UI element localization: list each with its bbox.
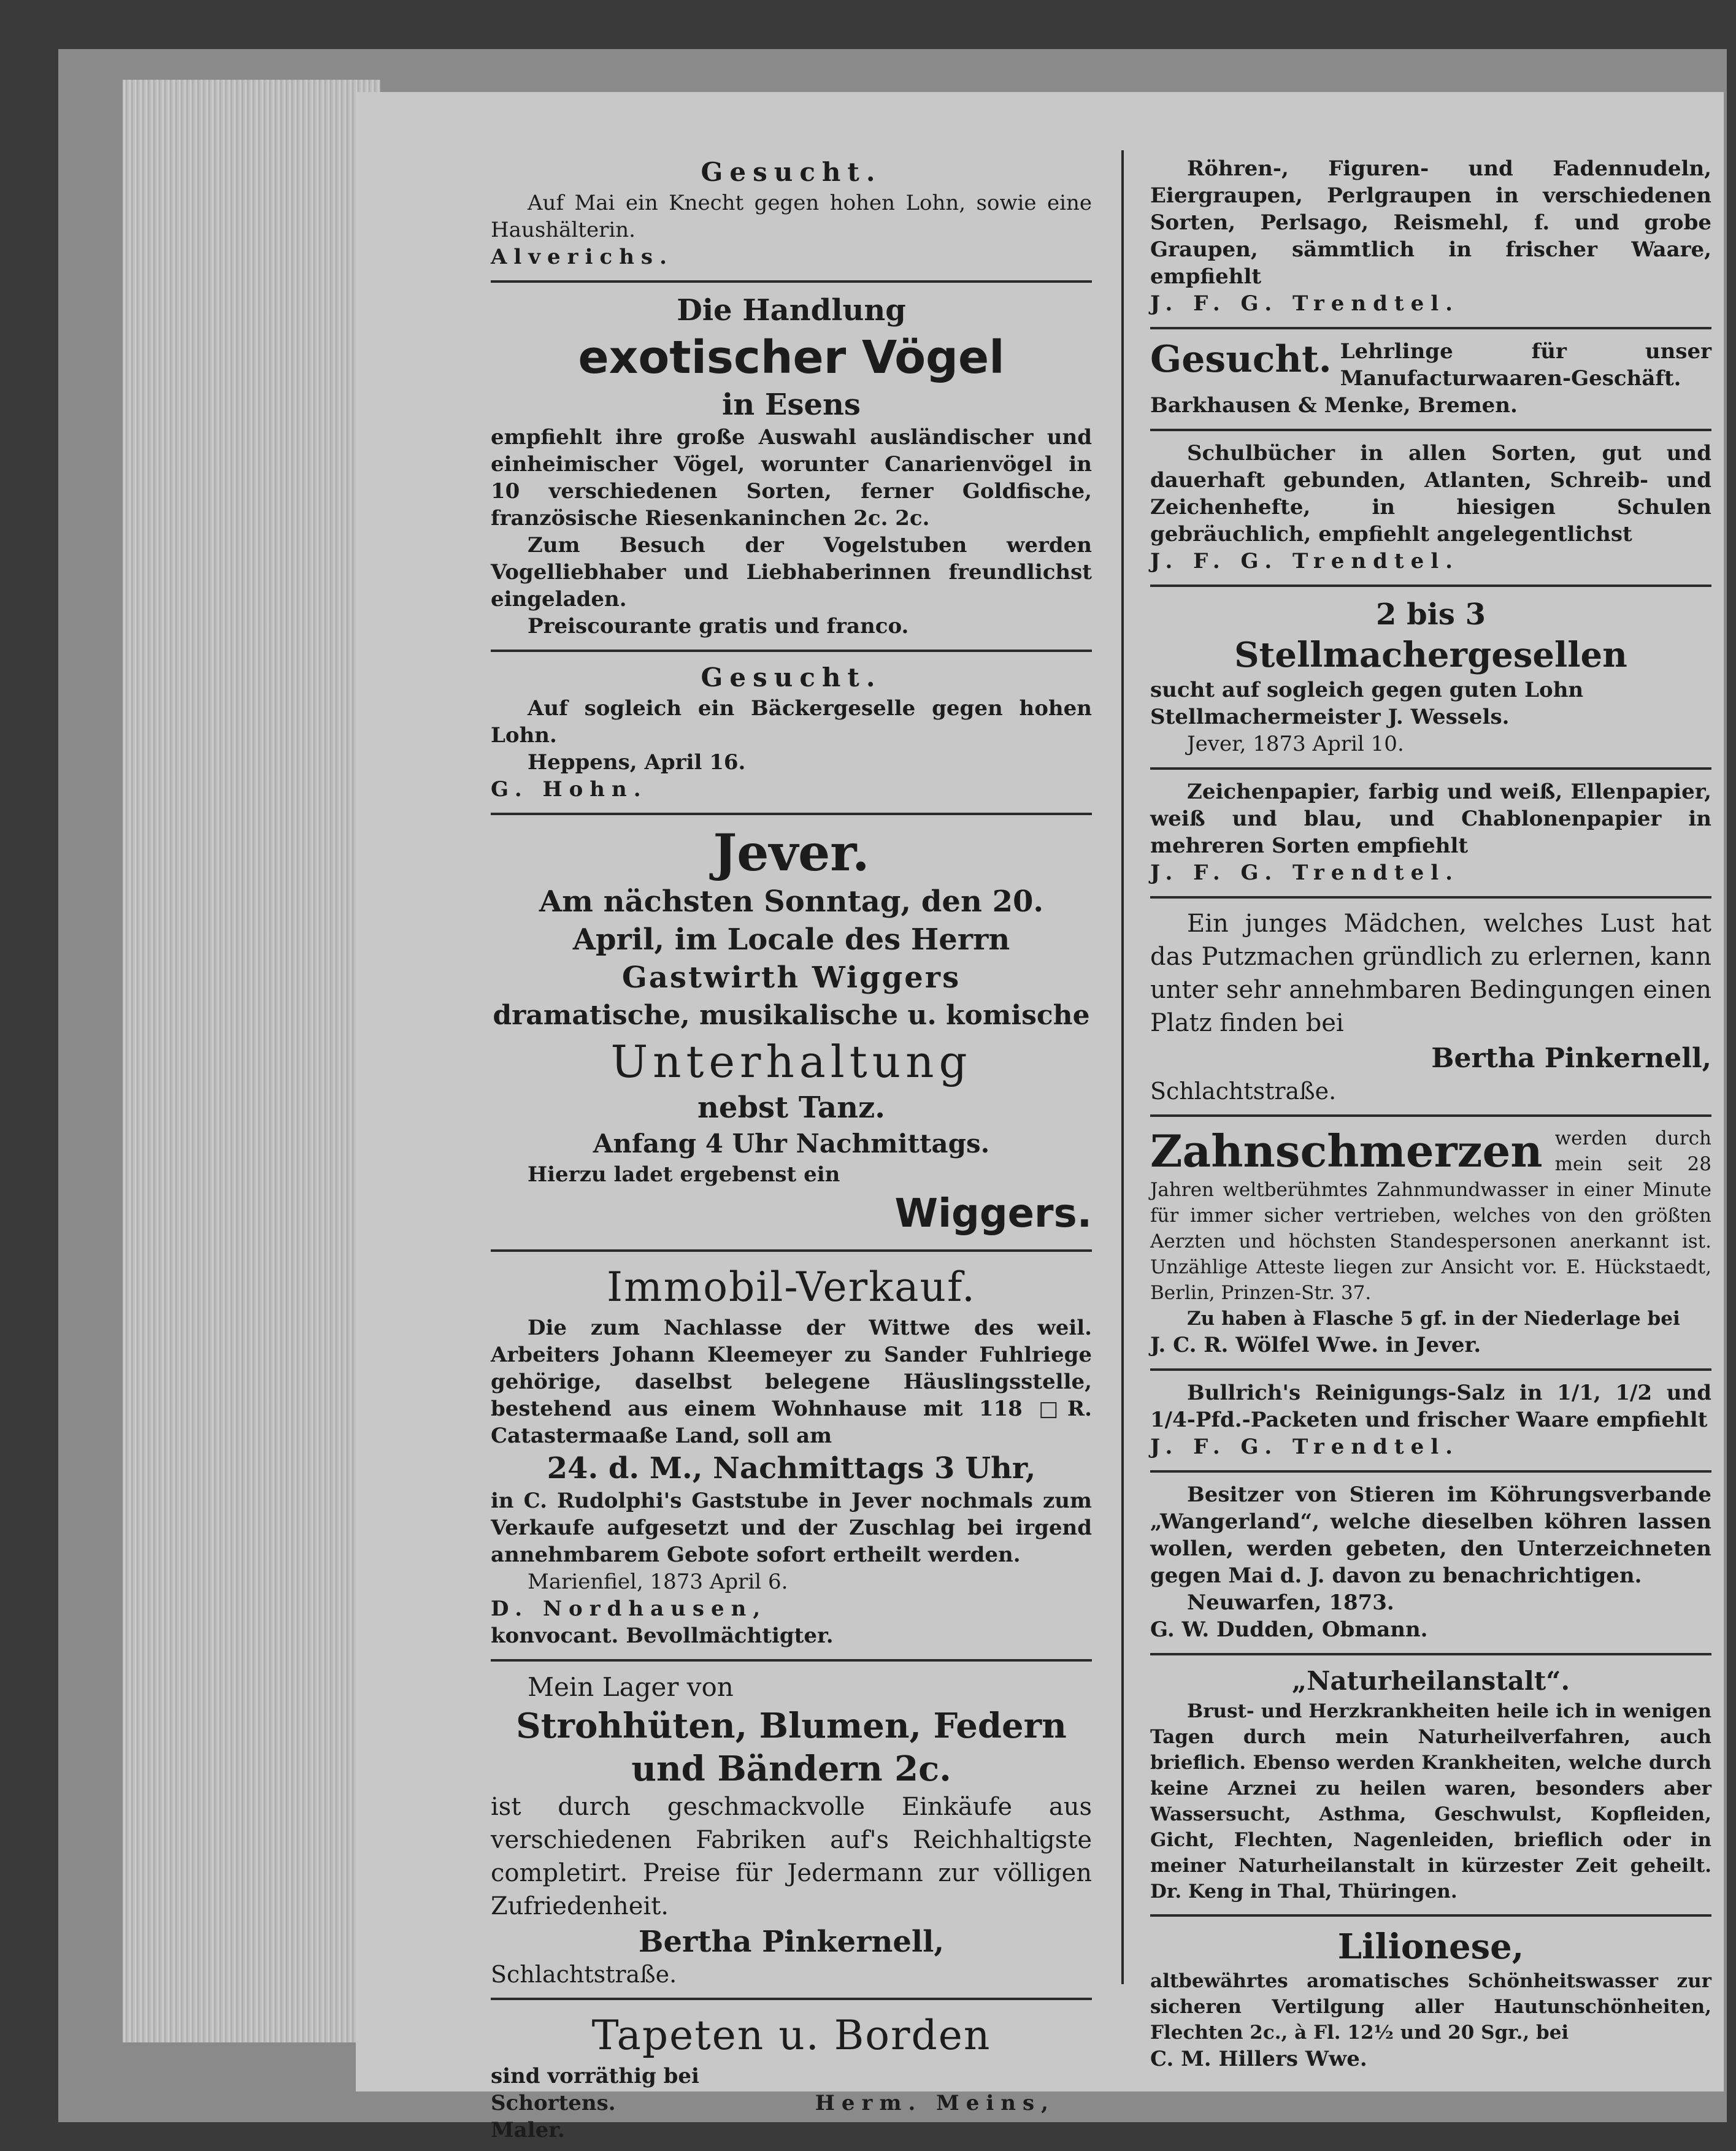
divider: [1150, 1653, 1711, 1655]
ad-line: Gastwirth Wiggers: [621, 960, 961, 995]
ad-heading: Die Handlung: [677, 293, 906, 328]
ad-body: Ein junges Mädchen, welches Lust hat das Putzmachen gründlich zu erlernen, kann unter sehr annehmbaren Bedingungen einen Platz finden bei: [1150, 910, 1711, 1037]
ad-body: Auf Mai ein Knecht gegen hohen Lohn, sowie eine Haushälterin.: [491, 191, 1092, 242]
ad-body: Preiscourante gratis und franco.: [528, 614, 909, 638]
ad-line: Unterhaltung: [610, 1036, 972, 1087]
right-column: [1150, 150, 1711, 2079]
divider: [1150, 896, 1711, 899]
ad-place-date: Jever, 1873 April 10.: [1187, 732, 1404, 756]
ad-exotische-voegel: [491, 286, 1092, 646]
ad-gesucht-knecht: [491, 150, 1092, 277]
stacked-page-edges: [123, 80, 380, 2042]
ad-heading: 2 bis 3: [1375, 597, 1486, 632]
divider: [491, 1659, 1092, 1662]
left-column: [491, 150, 1092, 2150]
ad-body: werden durch mein seit 28 Jahren weltberühmtes Zahnmundwasser in einer Minute für immer sicher vertrieben, welches von den größten Aerzten und höchsten Standespersonen anerkannt ist. Unzählige Atteste liegen zur Ansicht vor. E. Hückstaedt, Berlin, Prinzen-Str. 37.: [1150, 1127, 1711, 1304]
ad-body: altbewährtes aromatisches Schönheitswasser zur sicheren Vertilgung aller Hautunschönheiten, Flechten 2c., à Fl. 12½ und 20 Sgr., bei: [1150, 1970, 1711, 2044]
ad-body: Lehrlinge für unser Manufacturwaaren-Geschäft.: [1340, 339, 1711, 391]
ad-body: Röhren-, Figuren- und Fadennudeln, Eiergraupen, Perlgraupen in verschiedenen Sorten, Perlsago, Reismehl, f. und grobe Graupen, sämmtlich in frischer Waare, empfiehlt: [1150, 156, 1711, 289]
ad-body: Besitzer von Stieren im Köhrungsverbande „Wangerland“, welche dieselben köhren lassen wollen, werden gebeten, den Unterzeichneten gegen Mai d. J. davon zu benachrichtigen.: [1150, 1482, 1711, 1588]
ad-signature: J. F. G. Trendtel.: [1150, 291, 1459, 316]
ad-gesucht-lehrlinge: [1150, 333, 1711, 425]
ad-line: Hierzu ladet ergebenst ein: [528, 1162, 840, 1187]
divider: [491, 1249, 1092, 1252]
ad-schulbuecher: [1150, 435, 1711, 581]
ad-signature: Bertha Pinkernell,: [1431, 1043, 1711, 1074]
ad-line: nebst Tanz.: [697, 1091, 885, 1125]
ad-signature: konvocant. Bevollmächtigter.: [491, 1624, 834, 1648]
divider: [1150, 1914, 1711, 1917]
ad-place-date: Marienfiel, 1873 April 6.: [528, 1570, 788, 1594]
ad-signature: Bertha Pinkernell,: [638, 1925, 945, 1959]
column-divider: [1121, 150, 1124, 1984]
ad-line: Anfang 4 Uhr Nachmittags.: [593, 1129, 990, 1159]
ad-heading: Gesucht.: [701, 662, 882, 692]
ad-signature: Schlachtstraße.: [491, 1961, 677, 1988]
divider: [491, 813, 1092, 815]
ad-heading: Stellmachergesellen: [1234, 635, 1627, 675]
ad-body: sind vorräthig bei: [491, 2064, 699, 2088]
ad-putzmachen: [1150, 902, 1711, 1111]
ad-body: Bullrich's Reinigungs-Salz in 1/1, 1/2 und 1/4-Pfd.-Packeten und frischer Waare empfiehlt: [1150, 1381, 1711, 1432]
ad-line: Mein Lager von: [528, 1672, 734, 1702]
ad-place-date: Neuwarfen, 1873.: [1187, 1590, 1394, 1615]
ad-heading: in Esens: [722, 388, 861, 422]
ad-signature: J. F. G. Trendtel.: [1150, 861, 1459, 885]
ad-body: Schulbücher in allen Sorten, gut und dauerhaft gebunden, Atlanten, Schreib- und Zeichenhefte, in hiesigen Schulen gebräuchlich, empfiehlt angelegentlichst: [1150, 441, 1711, 546]
ad-line: April, im Locale des Herrn: [572, 922, 1010, 957]
ad-heading: Strohhüten, Blumen, Federn und Bändern 2c.: [516, 1706, 1067, 1789]
ad-gesucht-baecker: [491, 656, 1092, 809]
ad-body: Die zum Nachlasse der Wittwe des weil. Arbeiters Johann Kleemeyer zu Sander Fuhlriege gehörige, daselbst belegene Häuslingsstelle, bestehend aus einem Wohnhause mit 118 □R. Catastermaaße Land, soll am: [491, 1316, 1092, 1448]
divider: [1150, 1114, 1711, 1117]
ad-nudeln: [1150, 150, 1711, 323]
ad-heading: Lilionese,: [1337, 1927, 1524, 1967]
ad-heading: „Naturheilanstalt“.: [1291, 1666, 1570, 1696]
ad-signature: Herm. Meins,: [815, 2091, 1055, 2115]
divider: [1150, 767, 1711, 770]
ad-heading: Zahnschmerzen: [1150, 1125, 1543, 1177]
ad-lilionese: [1150, 1920, 1711, 2079]
ad-signature: J. F. G. Trendtel.: [1150, 549, 1459, 573]
ad-signature: J. F. G. Trendtel.: [1150, 1435, 1459, 1459]
ad-place: Schortens.: [491, 2091, 616, 2115]
ad-heading: Gesucht.: [1150, 338, 1332, 381]
ad-bullrich-salz: [1150, 1375, 1711, 1467]
divider: [1150, 585, 1711, 587]
ad-signature: Barkhausen & Menke, Bremen.: [1150, 393, 1518, 418]
ad-immobil-verkauf: [491, 1256, 1092, 1655]
ad-signature: Alverichs.: [491, 245, 674, 269]
ad-heading: exotischer Vögel: [578, 331, 1005, 384]
ad-zahnschmerzen: [1150, 1121, 1711, 1365]
divider: [491, 280, 1092, 283]
ad-signature: Maler.: [491, 2118, 565, 2142]
ad-signature: C. M. Hillers Wwe.: [1150, 2047, 1367, 2071]
ad-heading: Gesucht.: [701, 157, 882, 187]
ad-stiere: [1150, 1476, 1711, 1649]
ad-body: Brust- und Herzkrankheiten heile ich in wenigen Tagen durch mein Naturheilverfahren, auch brieflich. Ebenso werden Krankheiten, welche durch keine Arznei zu heilen waren, besonders aber Wassersucht, Asthma, Geschwulst, Kopfleiden, Gicht, Flechten, Nagenleiden, brieflich oder in meiner Naturheilanstalt in kürzester Zeit geheilt. Dr. Keng in Thal, Thüringen.: [1150, 1700, 1711, 1903]
ad-signature: G. Hohn.: [491, 777, 648, 802]
ad-signature: D. Nordhausen,: [491, 1597, 767, 1621]
divider: [491, 650, 1092, 652]
divider: [1150, 429, 1711, 431]
ad-body: Auf sogleich ein Bäckergeselle gegen hohen Lohn.: [491, 696, 1092, 748]
ad-line: Am nächsten Sonntag, den 20.: [539, 884, 1044, 919]
ad-strohhuete: [491, 1665, 1092, 1994]
divider: [1150, 327, 1711, 329]
ad-signature: Stellmachermeister J. Wessels.: [1150, 705, 1510, 729]
ad-body: Zeichenpapier, farbig und weiß, Ellenpapier, weiß und blau, und Chablonenpapier in mehreren Sorten empfiehlt: [1150, 780, 1711, 858]
ad-body: Zum Besuch der Vogelstuben werden Vogelliebhaber und Liebhaberinnen freundlichst eingeladen.: [491, 533, 1092, 612]
ad-naturheilanstalt: [1150, 1659, 1711, 1911]
ad-body: in C. Rudolphi's Gaststube in Jever nochmals zum Verkaufe aufgesetzt und der Zuschlag bei irgend annehmbarem Gebote sofort ertheilt werden.: [491, 1489, 1092, 1567]
ad-signature: Schlachtstraße.: [1150, 1078, 1337, 1105]
ad-body: sucht auf sogleich gegen guten Lohn: [1150, 678, 1584, 702]
ad-tapeten: [491, 2004, 1092, 2150]
ad-title: Jever.: [713, 824, 870, 883]
ad-title: Immobil-Verkauf.: [606, 1263, 977, 1311]
ad-stellmacher: [1150, 591, 1711, 764]
divider: [491, 1998, 1092, 2000]
ad-place-date: Heppens, April 16.: [528, 750, 746, 775]
ad-zeichenpapier: [1150, 773, 1711, 892]
ad-body: empfiehlt ihre große Auswahl ausländischer und einheimischer Vögel, worunter Canarienvögel in 10 verschiedenen Sorten, ferner Goldfische, französische Riesenkaninchen 2c. 2c.: [491, 425, 1092, 531]
ad-signature: G. W. Dudden, Obmann.: [1150, 1617, 1428, 1642]
ad-title: Tapeten u. Borden: [591, 2012, 991, 2059]
ad-line: dramatische, musikalische u. komische: [493, 1000, 1090, 1031]
divider: [1150, 1470, 1711, 1473]
ad-date: 24. d. M., Nachmittags 3 Uhr,: [547, 1451, 1036, 1486]
ad-body: ist durch geschmackvolle Einkäufe aus verschiedenen Fabriken auf's Reichhaltigste completirt. Preise für Jedermann zur völligen Zufriedenheit.: [491, 1793, 1092, 1920]
ad-signature: Wiggers.: [894, 1191, 1092, 1237]
divider: [1150, 1368, 1711, 1371]
ad-jever-tanz: [491, 819, 1092, 1246]
ad-body: Zu haben à Flasche 5 gf. in der Niederlage bei: [1187, 1308, 1680, 1330]
ad-signature: J. C. R. Wölfel Wwe. in Jever.: [1150, 1333, 1481, 1357]
